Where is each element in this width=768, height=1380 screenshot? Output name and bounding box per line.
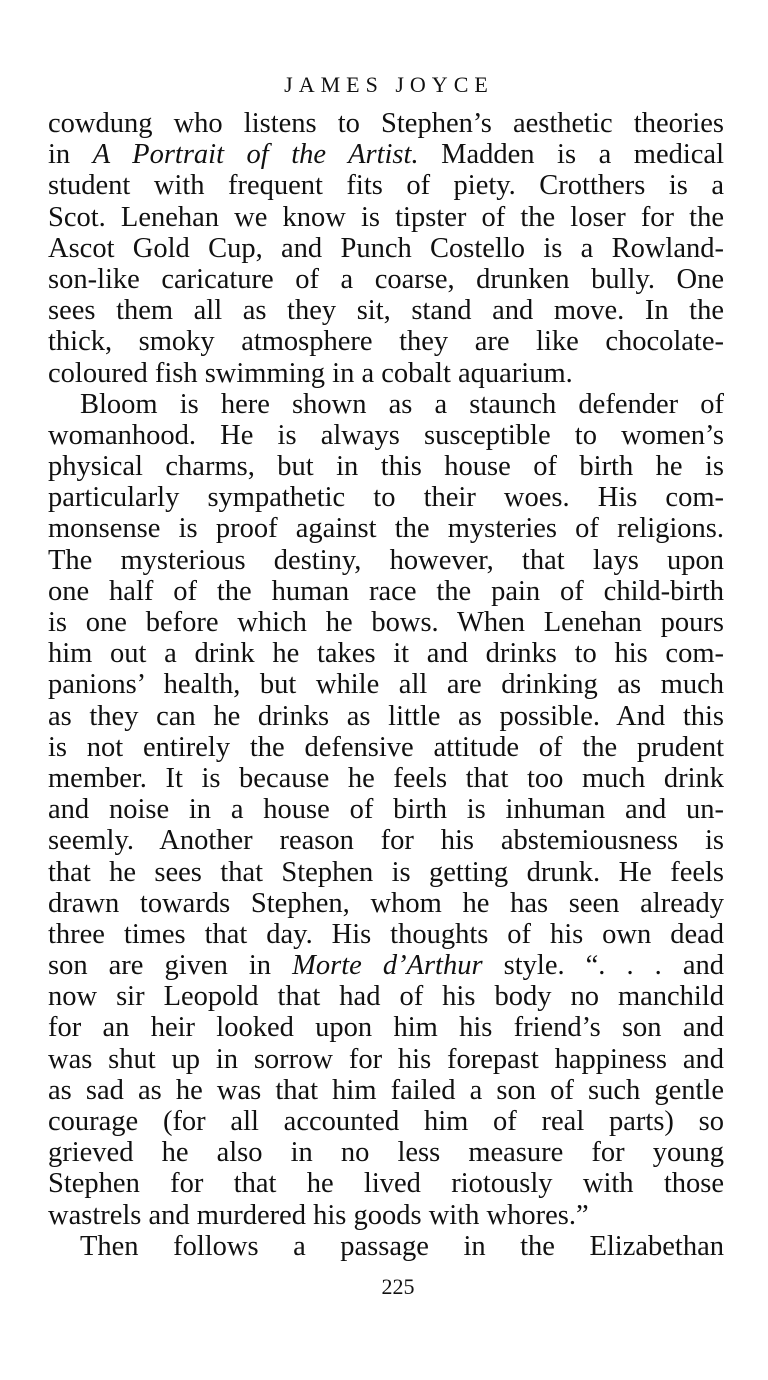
text-line: [48, 139, 724, 170]
text-line: panions’ health, but while all are drinking as much: [48, 669, 724, 701]
text-line: monsense is proof against the mysteries of religions.: [48, 513, 724, 545]
text-line: seemly. Another reason for his abstemiousness is: [48, 825, 724, 857]
book-title-morte-darthur: Morte d’Arthur: [292, 950, 483, 982]
paragraph-2: [48, 389, 724, 1231]
text-line: cowdung who listens to Stephen’s aesthetic theories: [48, 108, 724, 139]
text-line: wastrels and murdered his goods with whores.”: [48, 1199, 589, 1231]
text-line: now sir Leopold that had of his body no manchild: [48, 981, 724, 1013]
text-line: is not entirely the defensive attitude of the prudent: [48, 731, 724, 763]
text-line: Stephen for that he lived riotously with those: [48, 1168, 724, 1200]
text-line: is one before which he bows. When Lenehan pours: [48, 607, 724, 638]
text-line: Then follows a passage in the Elizabethan: [80, 1230, 724, 1262]
running-head: JAMES JOYCE: [284, 72, 494, 97]
text-line: Bloom is here shown as a staunch defender of: [80, 388, 724, 420]
text-line: physical charms, but in this house of birth he is: [48, 451, 724, 483]
text-line: for an heir looked upon him his friend’s son and: [48, 1012, 724, 1044]
text-line: Ascot Gold Cup, and Punch Costello is a Rowland-: [48, 232, 724, 264]
text-line: as they can he drinks as little as possible. And this: [48, 700, 724, 732]
text-line: [48, 950, 724, 981]
text-line: three times that day. His thoughts of his own dead: [48, 918, 724, 950]
text-fragment: Madden is a medical: [418, 139, 724, 171]
text-line: thick, smoky atmosphere they are like chocolate-: [48, 326, 724, 358]
text-line: coloured fish swimming in a cobalt aquarium.: [48, 357, 573, 389]
text-fragment: son are given in: [48, 950, 293, 982]
text-line: grieved he also in no less measure for young: [48, 1137, 724, 1169]
text-line: one half of the human race the pain of child-birth: [48, 575, 724, 607]
paragraph-1: [48, 108, 724, 389]
text-line: as sad as he was that him failed a son of such gentle: [48, 1074, 724, 1106]
text-line: womanhood. He is always susceptible to women’s: [48, 419, 724, 451]
paragraph-3: [48, 1231, 724, 1262]
text-line: him out a drink he takes it and drinks to his com-: [48, 638, 724, 670]
text-line: and noise in a house of birth is inhuman and un-: [48, 794, 724, 826]
text-line: Scot. Lenehan we know is tipster of the loser for the: [48, 201, 724, 233]
text-line: that he sees that Stephen is getting drunk. He feels: [48, 856, 724, 888]
text-line: student with frequent fits of piety. Crotthers is a: [48, 170, 724, 202]
text-line: drawn towards Stephen, whom he has seen already: [48, 887, 724, 919]
text-line: The mysterious destiny, however, that lays upon: [48, 544, 724, 576]
page-number: 225: [381, 1273, 415, 1299]
text-line: courage (for all accounted him of real parts) so: [48, 1106, 724, 1137]
text-line: was shut up in sorrow for his forepast happiness and: [48, 1043, 724, 1075]
text-line: sees them all as they sit, stand and move. In the: [48, 295, 724, 327]
text-line: son-like caricature of a coarse, drunken bully. One: [48, 263, 724, 295]
text-fragment: in: [48, 139, 93, 171]
book-title-portrait: A Portrait of the Artist.: [92, 139, 419, 171]
text-fragment: style. “. . . and: [482, 950, 724, 982]
book-page: [48, 68, 724, 1368]
text-line: member. It is because he feels that too much drink: [48, 762, 724, 794]
text-line: particularly sympathetic to their woes. His com-: [48, 482, 724, 514]
